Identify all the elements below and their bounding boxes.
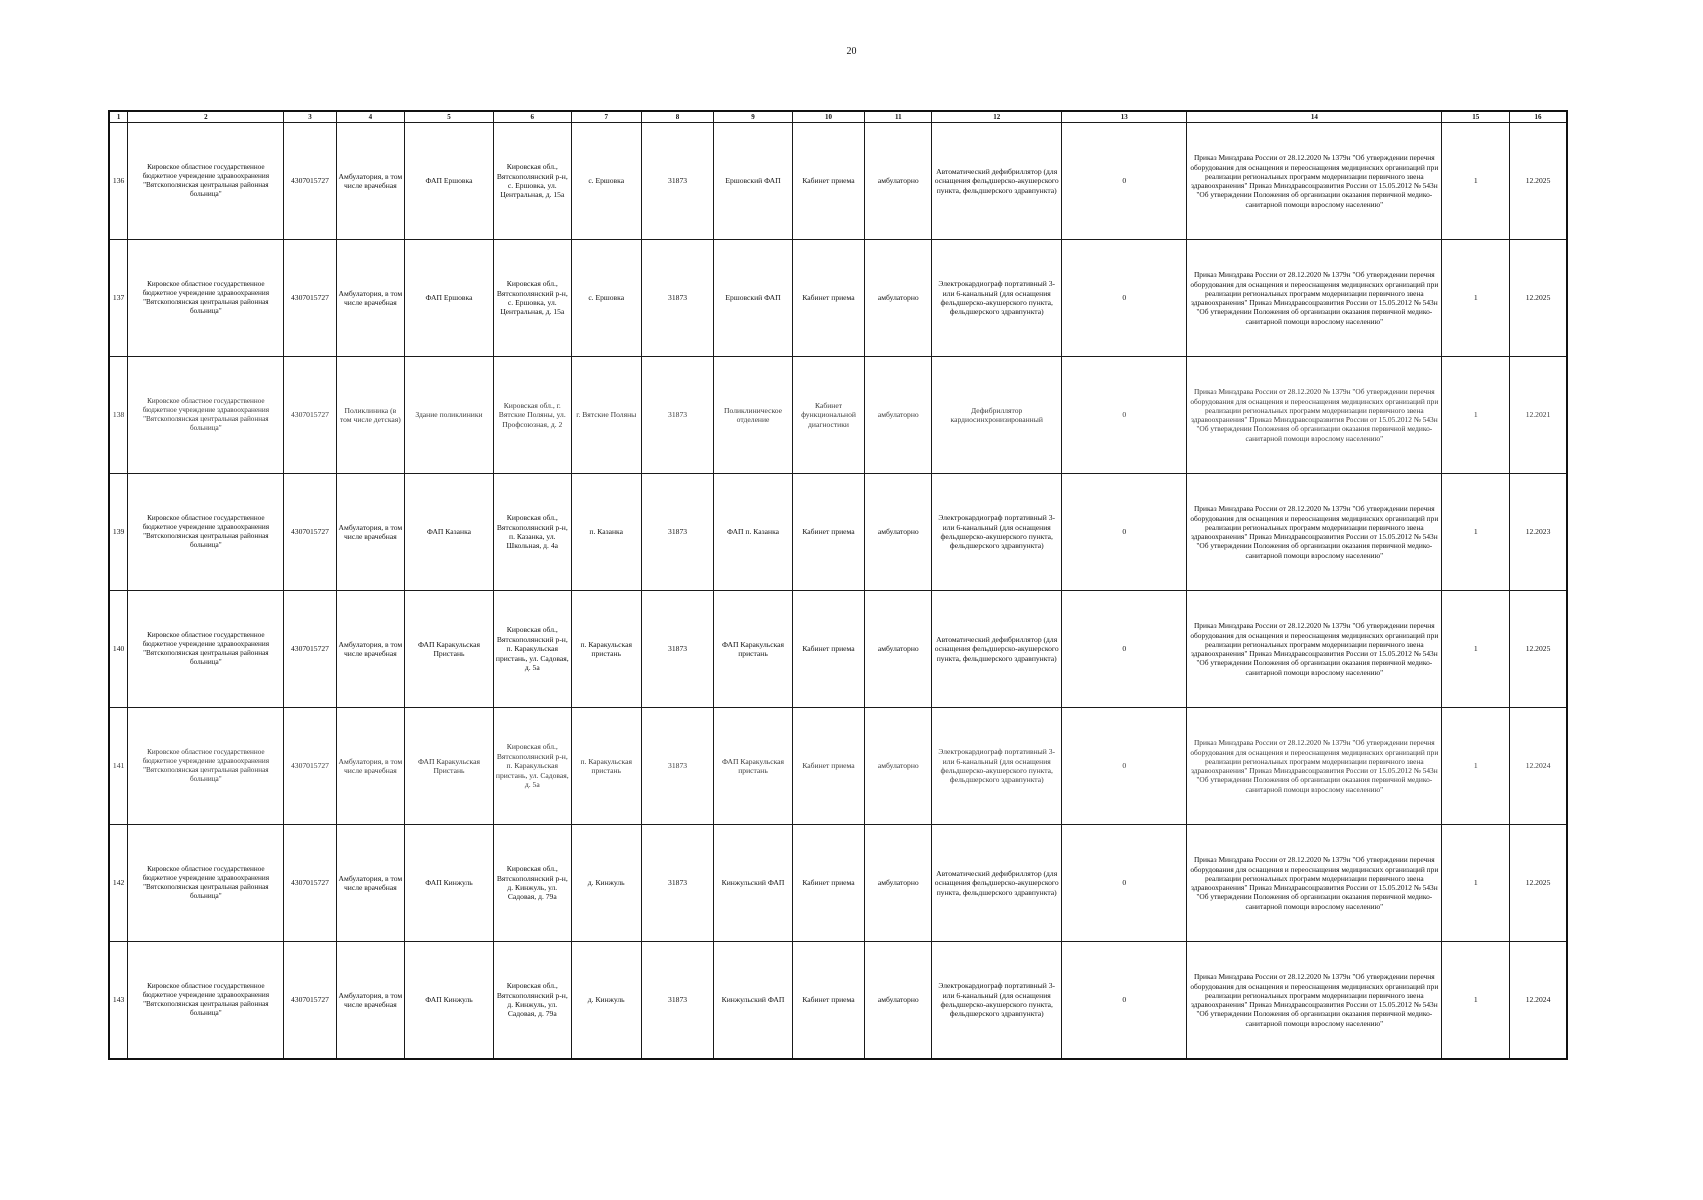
code-cell: 31873 (641, 825, 714, 942)
building-cell: ФАП Каракульская Пристань (405, 591, 494, 708)
inn-cell: 4307015727 (284, 825, 336, 942)
settlement-cell: г. Вятские Поляны (571, 357, 641, 474)
table-row (109, 591, 1567, 708)
regulation-cell: Приказ Минздрава России от 28.12.2020 № 1379н "Об утверждении перечня оборудования для оснащения и переоснащения медицинских организаций при реализации региональных программ модернизации первичного звена здравоохранения" Приказ Минздравсоцразвития России от 15.05.2012 № 543н "Об утверждении Положения об организации оказания первичной медико-санитарной помощи взрослому населению" (1187, 591, 1442, 708)
date-cell: 12.2025 (1510, 240, 1567, 357)
equipment-cell: Электрокардиограф портативный 3- или 6-канальный (для оснащения фельдшерско-акушерского пункта, фельдшерского здравпункта) (932, 474, 1062, 591)
equipment-table (108, 110, 1568, 1060)
address-cell: Кировская обл., Вятскополянский р-н, п. Каракульская пристань, ул. Садовая, д. 5а (493, 708, 571, 825)
room-cell: Кабинет приема (792, 591, 865, 708)
building-cell: ФАП Казанка (405, 474, 494, 591)
column-header: 8 (641, 111, 714, 123)
available-count-cell: 0 (1062, 357, 1187, 474)
date-cell: 12.2023 (1510, 474, 1567, 591)
organization-cell: Кировское областное государственное бюджетное учреждение здравоохранения "Вятскополянская центральная районная больница" (128, 942, 284, 1060)
department-cell: Ершовский ФАП (714, 240, 792, 357)
column-header: 6 (493, 111, 571, 123)
address-cell: Кировская обл., Вятскополянский р-н, д. Кинжуль, ул. Садовая, д. 79а (493, 942, 571, 1060)
quantity-cell: 1 (1442, 123, 1510, 240)
address-cell: Кировская обл., Вятскополянский р-н, с. Ершовка, ул. Центральная, д. 15а (493, 240, 571, 357)
room-cell: Кабинет приема (792, 123, 865, 240)
inn-cell: 4307015727 (284, 474, 336, 591)
settlement-cell: п. Каракульская пристань (571, 708, 641, 825)
quantity-cell: 1 (1442, 591, 1510, 708)
facility-type-cell: Амбулатория, в том числе врачебная (336, 708, 405, 825)
date-cell: 12.2025 (1510, 825, 1567, 942)
available-count-cell: 0 (1062, 942, 1187, 1060)
available-count-cell: 0 (1062, 591, 1187, 708)
address-cell: Кировская обл., Вятскополянский р-н, д. Кинжуль, ул. Садовая, д. 79а (493, 825, 571, 942)
column-header: 15 (1442, 111, 1510, 123)
care-form-cell: амбулаторно (865, 357, 932, 474)
row-number-cell: 141 (109, 708, 128, 825)
settlement-cell: п. Каракульская пристань (571, 591, 641, 708)
care-form-cell: амбулаторно (865, 240, 932, 357)
department-cell: ФАП Каракульская пристань (714, 708, 792, 825)
table-row (109, 240, 1567, 357)
building-cell: Здание поликлиники (405, 357, 494, 474)
table-row (109, 474, 1567, 591)
equipment-cell: Автоматический дефибриллятор (для оснащения фельдшерско-акушерского пункта, фельдшерского здравпункта) (932, 123, 1062, 240)
room-cell: Кабинет приема (792, 240, 865, 357)
regulation-cell: Приказ Минздрава России от 28.12.2020 № 1379н "Об утверждении перечня оборудования для оснащения и переоснащения медицинских организаций при реализации региональных программ модернизации первичного звена здравоохранения" Приказ Минздравсоцразвития России от 15.05.2012 № 543н "Об утверждении Положения об организации оказания первичной медико-санитарной помощи взрослому населению" (1187, 357, 1442, 474)
care-form-cell: амбулаторно (865, 942, 932, 1060)
row-number-cell: 140 (109, 591, 128, 708)
column-header: 12 (932, 111, 1062, 123)
quantity-cell: 1 (1442, 942, 1510, 1060)
department-cell: Поликлиническое отделение (714, 357, 792, 474)
equipment-cell: Автоматический дефибриллятор (для оснащения фельдшерско-акушерского пункта, фельдшерского здравпункта) (932, 591, 1062, 708)
available-count-cell: 0 (1062, 474, 1187, 591)
column-header: 2 (128, 111, 284, 123)
inn-cell: 4307015727 (284, 357, 336, 474)
available-count-cell: 0 (1062, 708, 1187, 825)
table-row (109, 357, 1567, 474)
regulation-cell: Приказ Минздрава России от 28.12.2020 № 1379н "Об утверждении перечня оборудования для оснащения и переоснащения медицинских организаций при реализации региональных программ модернизации первичного звена здравоохранения" Приказ Минздравсоцразвития России от 15.05.2012 № 543н "Об утверждении Положения об организации оказания первичной медико-санитарной помощи взрослому населению" (1187, 123, 1442, 240)
quantity-cell: 1 (1442, 240, 1510, 357)
organization-cell: Кировское областное государственное бюджетное учреждение здравоохранения "Вятскополянская центральная районная больница" (128, 474, 284, 591)
row-number-cell: 137 (109, 240, 128, 357)
quantity-cell: 1 (1442, 474, 1510, 591)
organization-cell: Кировское областное государственное бюджетное учреждение здравоохранения "Вятскополянская центральная районная больница" (128, 591, 284, 708)
settlement-cell: д. Кинжуль (571, 942, 641, 1060)
date-cell: 12.2024 (1510, 708, 1567, 825)
department-cell: ФАП п. Казанка (714, 474, 792, 591)
table-row (109, 123, 1567, 240)
code-cell: 31873 (641, 240, 714, 357)
available-count-cell: 0 (1062, 123, 1187, 240)
facility-type-cell: Поликлиника (в том числе детская) (336, 357, 405, 474)
equipment-cell: Электрокардиограф портативный 3- или 6-канальный (для оснащения фельдшерско-акушерского пункта, фельдшерского здравпункта) (932, 942, 1062, 1060)
building-cell: ФАП Ершовка (405, 123, 494, 240)
room-cell: Кабинет приема (792, 708, 865, 825)
facility-type-cell: Амбулатория, в том числе врачебная (336, 825, 405, 942)
row-number-cell: 139 (109, 474, 128, 591)
inn-cell: 4307015727 (284, 123, 336, 240)
organization-cell: Кировское областное государственное бюджетное учреждение здравоохранения "Вятскополянская центральная районная больница" (128, 825, 284, 942)
department-cell: Кинжульский ФАП (714, 825, 792, 942)
table-row (109, 942, 1567, 1060)
facility-type-cell: Амбулатория, в том числе врачебная (336, 123, 405, 240)
organization-cell: Кировское областное государственное бюджетное учреждение здравоохранения "Вятскополянская центральная районная больница" (128, 240, 284, 357)
date-cell: 12.2021 (1510, 357, 1567, 474)
equipment-cell: Автоматический дефибриллятор (для оснащения фельдшерско-акушерского пункта, фельдшерского здравпункта) (932, 825, 1062, 942)
quantity-cell: 1 (1442, 825, 1510, 942)
column-header: 4 (336, 111, 405, 123)
settlement-cell: с. Ершовка (571, 123, 641, 240)
column-header: 1 (109, 111, 128, 123)
date-cell: 12.2024 (1510, 942, 1567, 1060)
regulation-cell: Приказ Минздрава России от 28.12.2020 № 1379н "Об утверждении перечня оборудования для оснащения и переоснащения медицинских организаций при реализации региональных программ модернизации первичного звена здравоохранения" Приказ Минздравсоцразвития России от 15.05.2012 № 543н "Об утверждении Положения об организации оказания первичной медико-санитарной помощи взрослому населению" (1187, 708, 1442, 825)
column-header: 13 (1062, 111, 1187, 123)
settlement-cell: п. Казанка (571, 474, 641, 591)
code-cell: 31873 (641, 474, 714, 591)
organization-cell: Кировское областное государственное бюджетное учреждение здравоохранения "Вятскополянская центральная районная больница" (128, 123, 284, 240)
equipment-cell: Дефибриллятор кардиосинхронизированный (932, 357, 1062, 474)
care-form-cell: амбулаторно (865, 591, 932, 708)
inn-cell: 4307015727 (284, 240, 336, 357)
regulation-cell: Приказ Минздрава России от 28.12.2020 № 1379н "Об утверждении перечня оборудования для оснащения и переоснащения медицинских организаций при реализации региональных программ модернизации первичного звена здравоохранения" Приказ Минздравсоцразвития России от 15.05.2012 № 543н "Об утверждении Положения об организации оказания первичной медико-санитарной помощи взрослому населению" (1187, 474, 1442, 591)
room-cell: Кабинет приема (792, 942, 865, 1060)
date-cell: 12.2025 (1510, 123, 1567, 240)
column-header: 3 (284, 111, 336, 123)
building-cell: ФАП Кинжуль (405, 825, 494, 942)
regulation-cell: Приказ Минздрава России от 28.12.2020 № 1379н "Об утверждении перечня оборудования для оснащения и переоснащения медицинских организаций при реализации региональных программ модернизации первичного звена здравоохранения" Приказ Минздравсоцразвития России от 15.05.2012 № 543н "Об утверждении Положения об организации оказания первичной медико-санитарной помощи взрослому населению" (1187, 942, 1442, 1060)
address-cell: Кировская обл., Вятскополянский р-н, с. Ершовка, ул. Центральная, д. 15а (493, 123, 571, 240)
code-cell: 31873 (641, 357, 714, 474)
code-cell: 31873 (641, 708, 714, 825)
equipment-cell: Электрокардиограф портативный 3- или 6-канальный (для оснащения фельдшерско-акушерского пункта, фельдшерского здравпункта) (932, 240, 1062, 357)
building-cell: ФАП Ершовка (405, 240, 494, 357)
room-cell: Кабинет функциональной диагностики (792, 357, 865, 474)
column-header: 16 (1510, 111, 1567, 123)
care-form-cell: амбулаторно (865, 825, 932, 942)
row-number-cell: 142 (109, 825, 128, 942)
facility-type-cell: Амбулатория, в том числе врачебная (336, 240, 405, 357)
address-cell: Кировская обл., Вятскополянский р-н, п. Казанка, ул. Школьная, д. 4а (493, 474, 571, 591)
organization-cell: Кировское областное государственное бюджетное учреждение здравоохранения "Вятскополянская центральная районная больница" (128, 357, 284, 474)
column-header: 7 (571, 111, 641, 123)
room-cell: Кабинет приема (792, 474, 865, 591)
facility-type-cell: Амбулатория, в том числе врачебная (336, 591, 405, 708)
facility-type-cell: Амбулатория, в том числе врачебная (336, 942, 405, 1060)
column-number-header-row (109, 111, 1567, 123)
available-count-cell: 0 (1062, 825, 1187, 942)
care-form-cell: амбулаторно (865, 474, 932, 591)
care-form-cell: амбулаторно (865, 123, 932, 240)
table-row (109, 825, 1567, 942)
available-count-cell: 0 (1062, 240, 1187, 357)
row-number-cell: 143 (109, 942, 128, 1060)
settlement-cell: с. Ершовка (571, 240, 641, 357)
department-cell: Кинжульский ФАП (714, 942, 792, 1060)
column-header: 11 (865, 111, 932, 123)
building-cell: ФАП Каракульская Пристань (405, 708, 494, 825)
regulation-cell: Приказ Минздрава России от 28.12.2020 № 1379н "Об утверждении перечня оборудования для оснащения и переоснащения медицинских организаций при реализации региональных программ модернизации первичного звена здравоохранения" Приказ Минздравсоцразвития России от 15.05.2012 № 543н "Об утверждении Положения об организации оказания первичной медико-санитарной помощи взрослому населению" (1187, 825, 1442, 942)
row-number-cell: 136 (109, 123, 128, 240)
department-cell: Ершовский ФАП (714, 123, 792, 240)
facility-type-cell: Амбулатория, в том числе врачебная (336, 474, 405, 591)
regulation-cell: Приказ Минздрава России от 28.12.2020 № 1379н "Об утверждении перечня оборудования для оснащения и переоснащения медицинских организаций при реализации региональных программ модернизации первичного звена здравоохранения" Приказ Минздравсоцразвития России от 15.05.2012 № 543н "Об утверждении Положения об организации оказания первичной медико-санитарной помощи взрослому населению" (1187, 240, 1442, 357)
row-number-cell: 138 (109, 357, 128, 474)
date-cell: 12.2025 (1510, 591, 1567, 708)
column-header: 14 (1187, 111, 1442, 123)
page-number: 20 (846, 46, 857, 57)
organization-cell: Кировское областное государственное бюджетное учреждение здравоохранения "Вятскополянская центральная районная больница" (128, 708, 284, 825)
room-cell: Кабинет приема (792, 825, 865, 942)
code-cell: 31873 (641, 942, 714, 1060)
code-cell: 31873 (641, 591, 714, 708)
care-form-cell: амбулаторно (865, 708, 932, 825)
inn-cell: 4307015727 (284, 591, 336, 708)
column-header: 9 (714, 111, 792, 123)
equipment-cell: Электрокардиограф портативный 3- или 6-канальный (для оснащения фельдшерско-акушерского пункта, фельдшерского здравпункта) (932, 708, 1062, 825)
column-header: 5 (405, 111, 494, 123)
table-row (109, 708, 1567, 825)
inn-cell: 4307015727 (284, 942, 336, 1060)
column-header: 10 (792, 111, 865, 123)
address-cell: Кировская обл., г. Вятские Поляны, ул. Профсоюзная, д. 2 (493, 357, 571, 474)
quantity-cell: 1 (1442, 708, 1510, 825)
quantity-cell: 1 (1442, 357, 1510, 474)
inn-cell: 4307015727 (284, 708, 336, 825)
building-cell: ФАП Кинжуль (405, 942, 494, 1060)
department-cell: ФАП Каракульская пристань (714, 591, 792, 708)
address-cell: Кировская обл., Вятскополянский р-н, п. Каракульская пристань, ул. Садовая, д. 5а (493, 591, 571, 708)
settlement-cell: д. Кинжуль (571, 825, 641, 942)
code-cell: 31873 (641, 123, 714, 240)
